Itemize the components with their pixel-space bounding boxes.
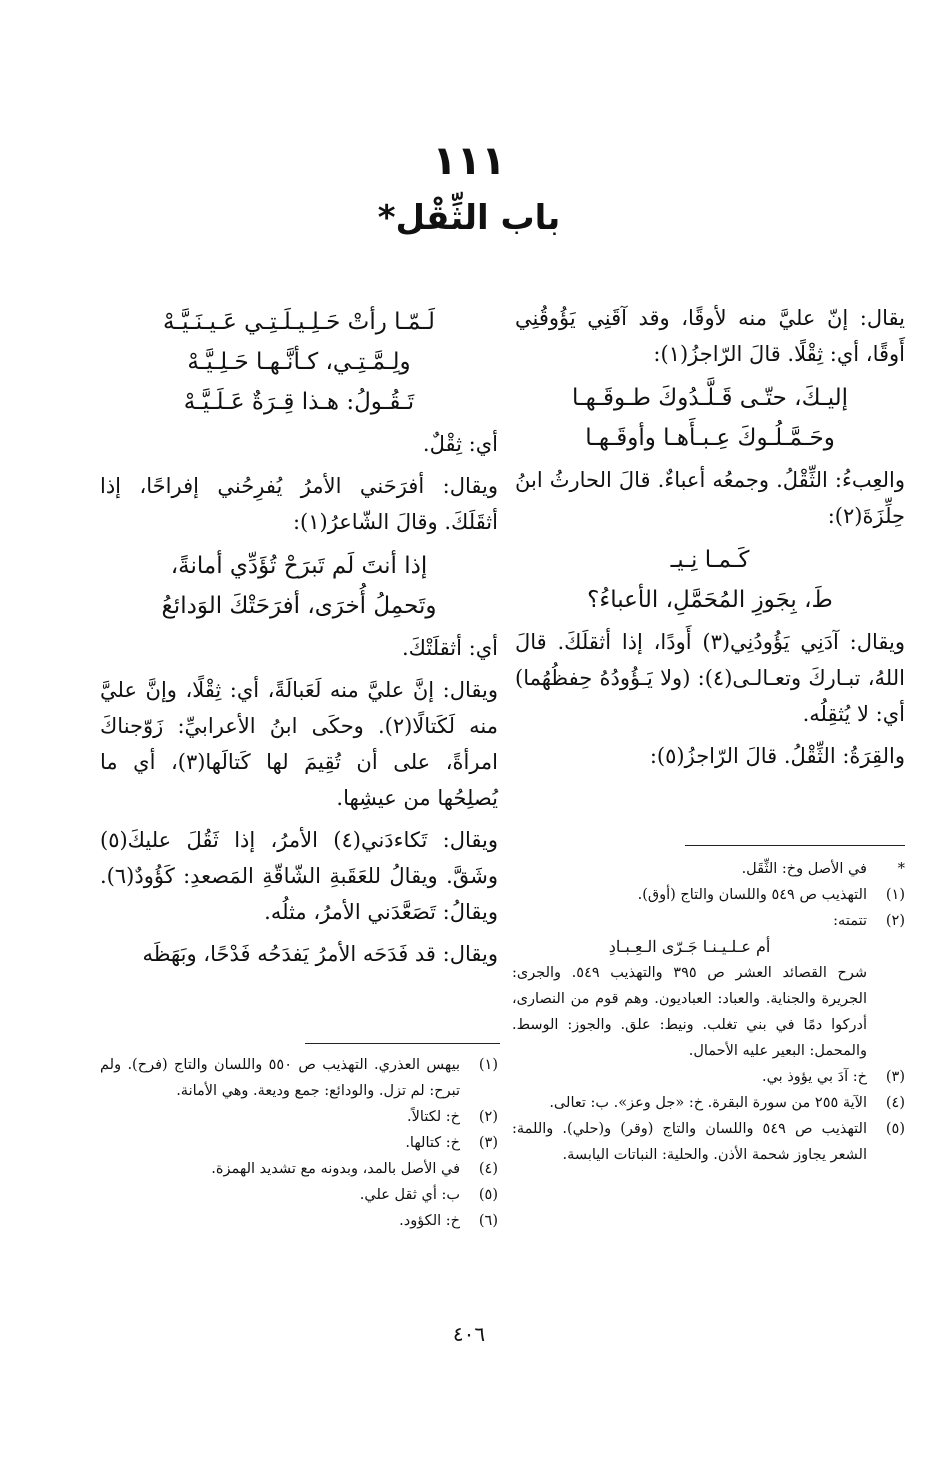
footnote-mark: (٢) — [885, 913, 905, 929]
footnote-text: خ: لكتالاً. — [407, 1109, 460, 1125]
paragraph: يقال: إنّ عليَّ منه لأوقًا، وقد آقَنِي يَؤُوقُنِي أَوقًا، أي: ثِقْلًا. قالَ الرّاجزُ(١): — [515, 306, 905, 366]
footnote — [100, 1182, 498, 1208]
page-number: ٤٠٦ — [452, 1322, 486, 1346]
footnote-mark: (٦) — [478, 1213, 498, 1229]
footnote-mark: (٥) — [478, 1187, 498, 1203]
footnote — [100, 1208, 498, 1234]
footnote-mark: (٤) — [478, 1161, 498, 1177]
right-footnotes — [512, 856, 905, 1168]
chapter-title: باب الثِّقْل* — [377, 198, 561, 238]
footnote-text: في الأصل بالمد، وبدونه مع تشديد الهمزة. — [211, 1161, 460, 1177]
footnote — [100, 1130, 498, 1156]
footnote-text: ب: أي ثقل علي. — [359, 1187, 460, 1203]
paragraph: ويقال: أفرَحَني الأمرُ يُفرِحُني إفراحًا، إذا أثقَلَكَ. وقالَ الشّاعرُ(١): — [100, 474, 498, 534]
footnote-text: خ: آدَ بي يؤوذ بي. — [761, 1069, 867, 1085]
footnote — [512, 908, 905, 1064]
footnote-separator — [305, 1043, 500, 1044]
chapter-number: ١١١ — [432, 138, 506, 184]
footnote-mark: * — [897, 861, 905, 877]
footnote — [512, 882, 905, 908]
paragraph: ويقال: آدَنِي يَؤُودُنِي(٣) أَودًا، إذا أثقلَكَ. قالَ اللهُ، تبـاركَ وتعـالـى(٤): (ولا يَـؤُودُهُ حِفظُهُما) أي: لا يُثقِلُه. — [515, 630, 905, 726]
verse-line: كَـمـا نِـيـ — [670, 547, 750, 573]
verse-line: إليـكَ، حتّـى قَـلَّـدُوكَ طـوقَـهـا — [571, 385, 849, 411]
paragraph: أي: أثقلَتْكَ. — [402, 636, 498, 660]
footnote — [512, 856, 905, 882]
footnote-mark: (١) — [885, 887, 905, 903]
footnote-mark: (٤) — [885, 1095, 905, 1111]
footnote-verse: أم عـلـيـنـا جَـرّى الـعِـبـادِ — [608, 937, 771, 956]
footnote-text: خ: كتالها. — [405, 1135, 460, 1151]
footnote-text: خ: الكؤود. — [399, 1213, 460, 1229]
right-text-column — [515, 300, 905, 780]
paragraph: والعِبءُ: الثِّقْلُ. وجمعُه أعباءٌ. قالَ الحارثُ ابنُ حِلِّزَةَ(٢): — [515, 468, 905, 528]
left-footnotes — [100, 1052, 498, 1234]
footnote-mark: (٢) — [478, 1109, 498, 1125]
footnote-mark: (٥) — [885, 1121, 905, 1137]
paragraph: والقِرَةُ: الثِّقْلُ. قالَ الرّاجزُ(٥): — [649, 744, 905, 768]
footnote-text-intro: تتمته: — [833, 913, 867, 929]
verse-line: إذا أنتَ لَم تَبرَحْ تُؤَدِّي أمانةً، — [170, 553, 428, 579]
footnote-text: في الأصل وخ: الثِّقَل. — [741, 861, 867, 877]
footnote — [512, 1116, 905, 1168]
footnote — [512, 1090, 905, 1116]
verse-block — [515, 540, 905, 620]
verse-line: وحَـمَّـلُـوكَ عِـبـأَهـا وأوقَـهـا — [585, 425, 835, 451]
verse-line: لَـمّـا رأتْ حَـلِـيـلَـتِـي عَـيـنَـيَّـهْ — [163, 309, 435, 335]
paragraph: ويقال: تَكاءدَني(٤) الأمرُ، إذا ثَقُلَ عليكَ(٥) وشَقَّ. ويقالُ للعَقَبةِ الشّاقّةِ المَصعدِ: كَؤُودٌ(٦). ويقالُ: تَصَعَّدَني الأمرُ، مثلُه. — [100, 828, 499, 924]
verse-line: ولِـمَّـتِـي، كـأنَّـهـا حَـلِـيَّـهْ — [187, 349, 411, 375]
left-text-column — [100, 300, 498, 978]
footnote — [100, 1104, 498, 1130]
paragraph: ويقال: إنَّ عليَّ منه لَعَبالَةً، أي: ثِقْلًا، وإنَّ عليَّ منه لَكَتالًا(٢). وحكَى ابنُ الأعرابيِّ: زَوّجناكَ امرأةً، على أن تُقِيمَ لها كَتالَها(٣)، أي ما يُصلِحُها من عيشِها. — [100, 678, 498, 810]
footnote-text: بيهس العذري. التهذيب ص ٥٥٠ واللسان والتاج (فرح). ولم تبرح: لم تزل. والودائع: جمع وديعة. وهي الأمانة. — [100, 1057, 460, 1099]
verse-block — [100, 302, 498, 422]
footnote-text: التهذيب ص ٥٤٩ واللسان والتاج (وقر) و(حلي). واللمة: الشعر يجاوز شحمة الأذن. والحلية: النباتات اليابسة. — [512, 1121, 867, 1163]
verse-line: وتَحمِلُ أُخرَى، أفرَحَتْكَ الوَدائعُ — [161, 593, 437, 619]
footnote-text: الآية ٢٥٥ من سورة البقرة. خ: «جل وعز». ب: تعالى. — [549, 1095, 867, 1111]
verse-block — [515, 378, 905, 458]
footnote — [512, 1064, 905, 1090]
verse-block — [100, 546, 498, 626]
footnote-mark: (٣) — [478, 1135, 498, 1151]
paragraph: ويقال: قد فَدَحَه الأمرُ يَفدَحُه فَدْحًا، وبَهَظَه — [142, 942, 498, 966]
footnote-text-body: شرح القصائد العشر ص ٣٩٥ والتهذيب ٥٤٩. والجرى: الجريرة والجناية. والعباد: العباديون. وهم قوم من النصارى، أدركوا دمًا في بني تغلب. ونيط: علق. والجوز: الوسط. والمحمل: البعير عليه الأحمال. — [512, 965, 867, 1059]
footnote — [100, 1052, 498, 1104]
footnote-text: التهذيب ص ٥٤٩ واللسان والتاج (أوق). — [637, 887, 867, 903]
footnote-separator — [685, 845, 905, 846]
footnote-mark: (١) — [478, 1057, 498, 1073]
footnote-text — [512, 908, 867, 1064]
verse-line: تَـقُـولُ: هـذا قِـرَةٌ عَـلَـيَّـهْ — [183, 389, 415, 415]
footnote-mark: (٣) — [885, 1069, 905, 1085]
paragraph: أي: ثِقْلٌ. — [422, 432, 498, 456]
verse-line: طَ، بِجَوزِ المُحَمَّلِ، الأعباءُ؟ — [587, 587, 833, 613]
footnote — [100, 1156, 498, 1182]
